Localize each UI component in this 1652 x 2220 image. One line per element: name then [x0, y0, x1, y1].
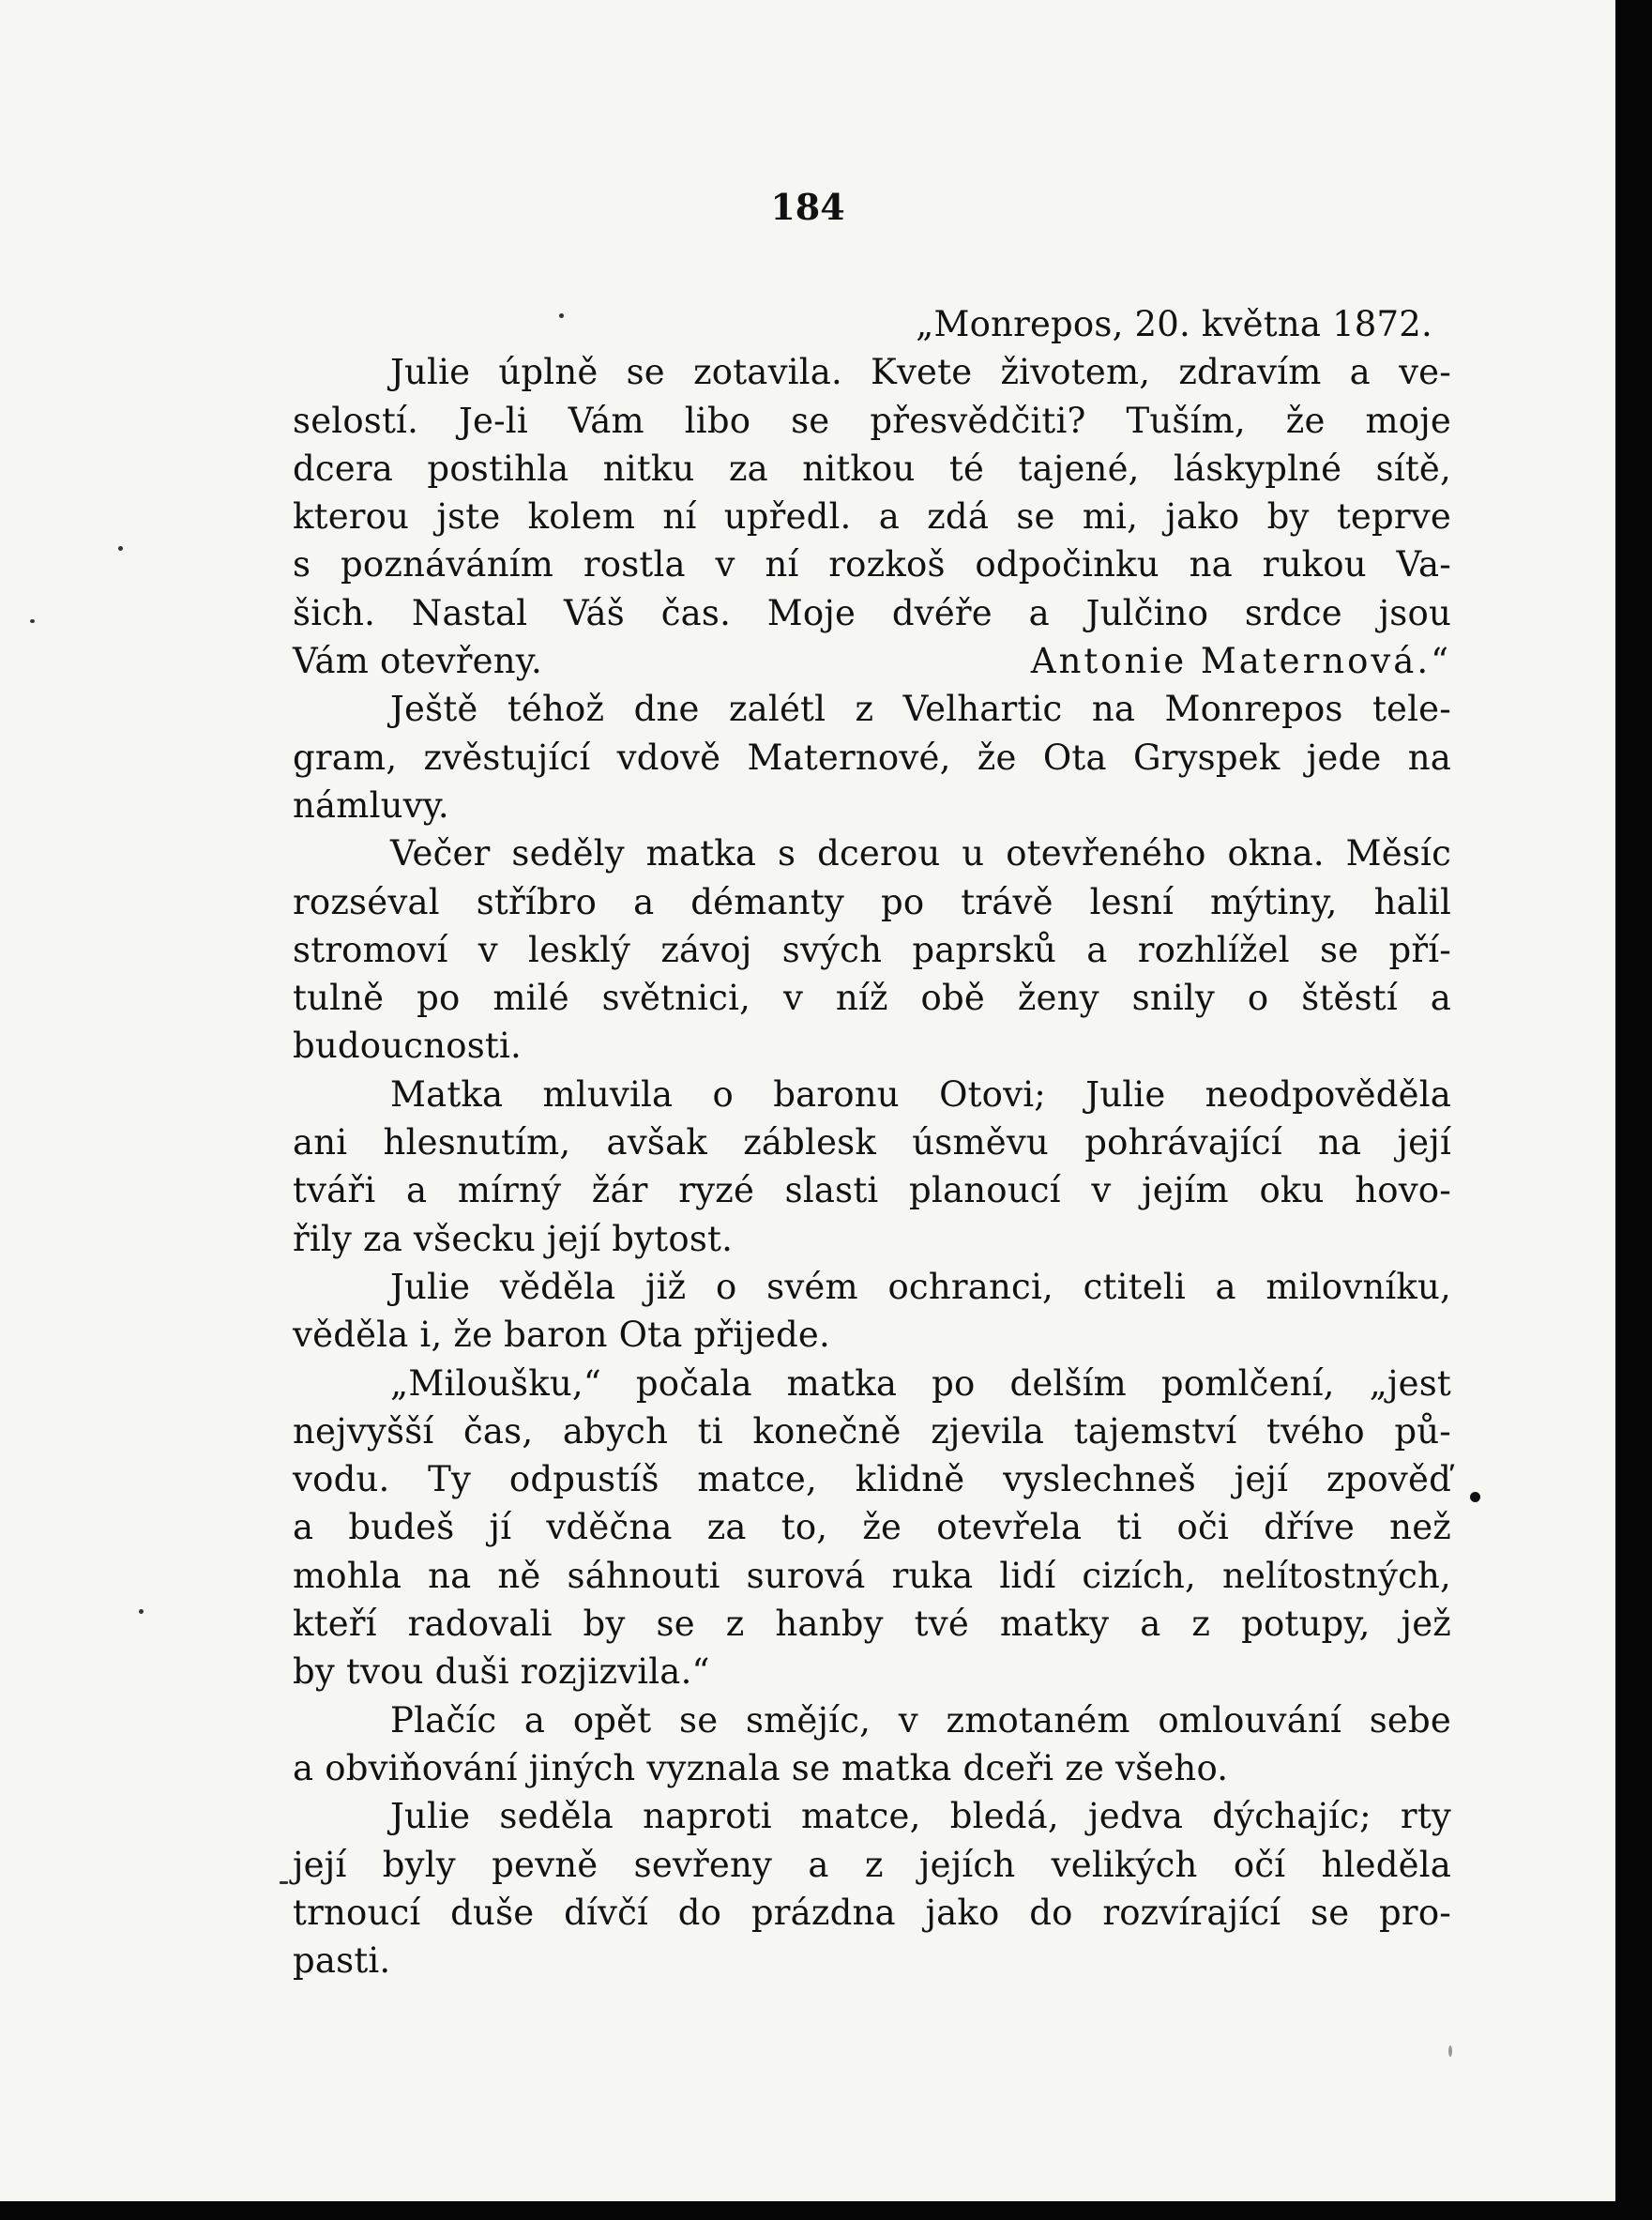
- text-line: kterou jste kolem ní upředl. a zdá se mi, jako by teprve: [293, 496, 1451, 538]
- scan-border-bottom: [0, 2201, 1652, 2220]
- text-line: tváři a mírný žár ryzé slasti planoucí v jejím oku hovo-: [293, 1170, 1451, 1211]
- text-line: Plačíc a opět se smějíc, v zmotaném omlouvání sebe: [390, 1699, 1451, 1741]
- scan-speck: [1448, 2045, 1452, 2057]
- scan-speck: [559, 313, 564, 318]
- text-line: rozséval stříbro a démanty po trávě lesní mýtiny, halil: [293, 881, 1451, 922]
- text-line: vodu. Ty odpustíš matce, klidně vyslechneš její zpověď: [293, 1459, 1451, 1500]
- letter-date-line: „Monrepos, 20. května 1872.: [916, 304, 1432, 344]
- text-line: pasti.: [293, 1940, 391, 1982]
- text-line: tulně po milé světnici, v níž obě ženy snily o štěstí a: [293, 978, 1451, 1019]
- text-line: a obviňování jiných vyznala se matka dceři ze všeho.: [293, 1747, 1229, 1788]
- text-line: námluvy.: [293, 784, 449, 826]
- text-line: její byly pevně sevřeny a z jejích velikých očí hleděla: [293, 1844, 1451, 1885]
- text-line: stromoví v lesklý závoj svých paprsků a rozhlížel se pří-: [293, 929, 1451, 970]
- scan-speck: [118, 546, 123, 551]
- text-line: selostí. Je-li Vám libo se přesvědčiti? Tuším, že moje: [293, 400, 1451, 441]
- text-line: trnoucí duše dívčí do prázdna jako do rozvírající se pro-: [293, 1892, 1451, 1933]
- scan-speck: [1470, 1492, 1480, 1502]
- letter-signature: Antonie Maternová.“: [1030, 641, 1451, 682]
- text-line: Julie věděla již o svém ochranci, ctiteli a milovníku,: [390, 1266, 1451, 1307]
- text-line: „Miloušku,“ počala matka po delším pomlčení, „jest: [390, 1362, 1451, 1404]
- text-line: šich. Nastal Váš čas. Moje dvéře a Julčino srdce jsou: [293, 592, 1451, 633]
- text-line: Ještě téhož dne zalétl z Velhartic na Monrepos tele-: [390, 689, 1451, 730]
- page-text: [293, 300, 1451, 1984]
- text-line: řily za všecku její bytost.: [293, 1218, 734, 1259]
- text-line: Večer seděly matka s dcerou u otevřeného okna. Měsíc: [390, 833, 1451, 874]
- text-line: nejvyšší čas, abych ti konečně zjevila tajemství tvého pů-: [293, 1410, 1451, 1452]
- text-line: Julie úplně se zotavila. Kvete životem, zdravím a ve-: [390, 352, 1451, 393]
- text-line: věděla i, že baron Ota přijede.: [293, 1315, 830, 1356]
- text-line: budoucnosti.: [293, 1026, 522, 1067]
- text-line: by tvou duši rozjizvila.“: [293, 1651, 710, 1693]
- text-line: ani hlesnutím, avšak záblesk úsměvu pohrávající na její: [293, 1122, 1451, 1163]
- text-line: Julie seděla naproti matce, bledá, jedva dýchajíc; rty: [390, 1796, 1451, 1837]
- letter-closing-text: Vám otevřeny.: [293, 641, 542, 682]
- letter-closing-line: [293, 637, 1451, 685]
- scan-speck: [139, 1609, 144, 1614]
- scan-speck: [280, 1881, 288, 1884]
- text-line: Matka mluvila o baronu Otovi; Julie neodpověděla: [390, 1073, 1451, 1115]
- text-line: mohla na ně sáhnouti surová ruka lidí cizích, nelítostných,: [293, 1555, 1451, 1596]
- scan-border-right: [1615, 0, 1652, 2220]
- text-line: gram, zvěstující vdově Maternové, že Ota Gryspek jede na: [293, 737, 1451, 778]
- text-line: s poznáváním rostla v ní rozkoš odpočinku na rukou Va-: [293, 544, 1451, 585]
- text-line: kteří radovali by se z hanby tvé matky a z potupy, jež: [293, 1604, 1451, 1645]
- page-number: 184: [770, 186, 845, 228]
- text-line: dcera postihla nitku za nitkou té tajené, láskyplné sítě,: [293, 448, 1451, 489]
- scan-speck: [30, 619, 35, 623]
- text-line: a budeš jí vděčna za to, že otevřela ti oči dříve než: [293, 1507, 1451, 1548]
